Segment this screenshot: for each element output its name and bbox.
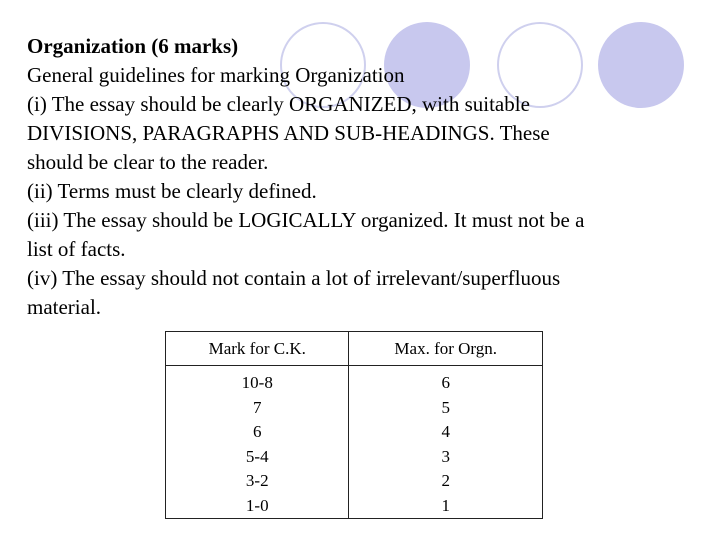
table-row	[166, 366, 543, 519]
guideline-line: (iii) The essay should be LOGICALLY organized. It must not be a	[27, 208, 585, 232]
orgn-max: 4	[441, 422, 450, 441]
column-header-orgn: Max. for Orgn.	[349, 332, 543, 366]
ck-mark: 1-0	[245, 495, 269, 515]
guideline-line: list of facts.	[27, 237, 126, 261]
ck-mark: 10-8	[241, 373, 273, 392]
orgn-max-cell	[349, 366, 543, 519]
orgn-max: 3	[441, 446, 450, 466]
guideline-line: material.	[27, 295, 102, 319]
guideline-line: (i) The essay should be clearly ORGANIZED, with suitable	[27, 92, 530, 116]
guideline-line: DIVISIONS, PARAGRAPHS AND SUB-HEADINGS. These	[27, 121, 550, 145]
orgn-max: 6	[441, 373, 450, 392]
orgn-max: 5	[441, 397, 450, 417]
ck-mark: 6	[252, 422, 262, 441]
ck-marks-cell	[166, 366, 349, 519]
column-header-ck: Mark for C.K.	[166, 332, 349, 366]
marks-table	[165, 331, 543, 519]
orgn-max: 2	[441, 471, 450, 490]
orgn-max: 1	[441, 495, 450, 515]
ck-mark: 3-2	[245, 471, 269, 490]
guideline-line: (iv) The essay should not contain a lot of irrelevant/superfluous	[27, 266, 561, 290]
guideline-line: should be clear to the reader.	[27, 150, 269, 174]
table-header-row	[166, 332, 543, 366]
slide-body	[27, 32, 697, 322]
ck-mark: 5-4	[245, 446, 269, 466]
slide-heading: Organization (6 marks)	[27, 34, 239, 58]
guideline-line: General guidelines for marking Organization	[27, 63, 405, 87]
ck-mark: 7	[252, 397, 262, 417]
guideline-line: (ii) Terms must be clearly defined.	[27, 179, 317, 203]
